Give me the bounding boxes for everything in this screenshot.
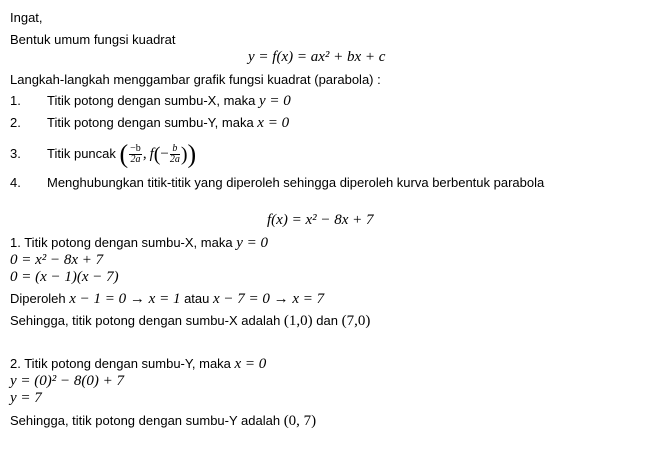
- bentuk-umum-label: Bentuk umum fungsi kuadrat: [10, 32, 176, 47]
- part2-heading-text: 2. Titik potong dengan sumbu-Y, maka: [10, 356, 235, 371]
- close-paren: ): [187, 139, 197, 169]
- diperoleh-label: Diperoleh: [10, 291, 70, 306]
- part1-heading-math: y = 0: [236, 235, 268, 251]
- result-point-1: (1,0): [283, 313, 313, 329]
- part2-heading-math: x = 0: [234, 356, 267, 372]
- function-f: f: [149, 146, 154, 162]
- step-number: 4.: [10, 175, 21, 190]
- result-text: Sehingga, titik potong dengan sumbu-Y adalah: [10, 413, 284, 428]
- result-text: Sehingga, titik potong dengan sumbu-X adalah: [10, 313, 284, 328]
- part1-heading: [10, 235, 268, 251]
- part2-heading: [10, 356, 266, 372]
- part1-eq2: 0 = (x − 1)(x − 7): [10, 269, 119, 285]
- fraction-b-2a: $\frac{b}{2a}$: [169, 143, 180, 166]
- close-paren-inner: ): [180, 143, 188, 166]
- step-text: Titik puncak: [47, 146, 120, 161]
- step-text: Menghubungkan titik-titik yang diperoleh sehingga diperoleh kurva berbentuk parabola: [47, 175, 545, 190]
- minus-sign: −: [160, 146, 169, 162]
- diperoleh-math-2: x − 7 = 0 → x = 7: [212, 291, 325, 307]
- part1-eq1: 0 = x² − 8x + 7: [10, 252, 104, 268]
- part2-result: [10, 413, 316, 429]
- step-number: 2.: [10, 115, 21, 130]
- dan-label: dan: [312, 313, 342, 328]
- langkah-heading: Langkah-langkah menggambar grafik fungsi kuadrat (parabola) :: [10, 72, 381, 87]
- general-formula: y = f(x) = ax² + bx + c: [248, 49, 386, 65]
- step-1: [10, 93, 291, 109]
- part1-diperoleh: [10, 291, 324, 307]
- step-3: [10, 140, 196, 168]
- ingat-label: Ingat,: [10, 10, 43, 25]
- step-4: [10, 175, 544, 191]
- comma: ,: [142, 146, 147, 162]
- diperoleh-math-1: x − 1 = 0 → x = 1: [69, 291, 181, 307]
- open-paren: (: [119, 139, 129, 169]
- result-point-2: (7,0): [341, 313, 371, 329]
- atau-label: atau: [180, 291, 213, 306]
- fraction-neg-b-2a: $\frac{-b}{2a}$: [130, 143, 141, 166]
- example-function: f(x) = x² − 8x + 7: [267, 212, 374, 228]
- step-text: Titik potong dengan sumbu-X, maka: [47, 93, 259, 108]
- step-math: y = 0: [258, 93, 291, 109]
- step-number: 1.: [10, 93, 21, 108]
- step-math: x = 0: [257, 115, 290, 131]
- step-number: 3.: [10, 146, 21, 161]
- part2-eq1: y = (0)² − 8(0) + 7: [10, 373, 125, 389]
- step-2: [10, 115, 289, 131]
- part1-result: [10, 313, 370, 329]
- open-paren-inner: (: [153, 143, 161, 166]
- part2-eq2: y = 7: [10, 390, 42, 406]
- part1-heading-text: 1. Titik potong dengan sumbu-X, maka: [10, 235, 237, 250]
- result-point: (0, 7): [283, 413, 317, 429]
- step-text: Titik potong dengan sumbu-Y, maka: [47, 115, 258, 130]
